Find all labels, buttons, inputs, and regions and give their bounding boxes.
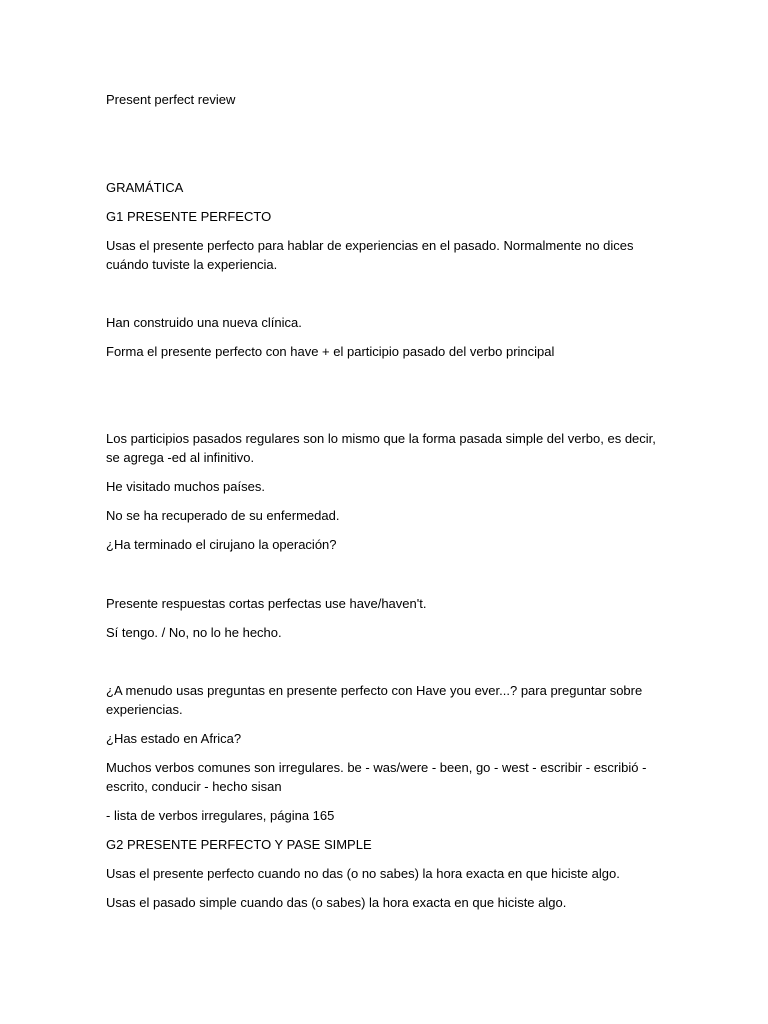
paragraph: Usas el presente perfecto para hablar de experiencias en el pasado. Normalmente no dices cuándo tuviste la experiencia. bbox=[106, 238, 634, 272]
example-sentence: Sí tengo. / No, no lo he hecho. bbox=[106, 625, 282, 640]
example-sentence: He visitado muchos países. bbox=[106, 479, 265, 494]
paragraph: Presente respuestas cortas perfectas use have/haven't. bbox=[106, 596, 427, 611]
paragraph: Usas el presente perfecto cuando no das (o no sabes) la hora exacta en que hiciste algo. bbox=[106, 866, 620, 881]
paragraph: Forma el presente perfecto con have + el participio pasado del verbo principal bbox=[106, 344, 555, 359]
paragraph: Muchos verbos comunes son irregulares. be - was/were - been, go - west - escribir - escribió - escrito, conducir - hecho sisan bbox=[106, 760, 647, 794]
document-title: Present perfect review bbox=[106, 92, 236, 107]
example-sentence: ¿Has estado en Africa? bbox=[106, 731, 242, 746]
example-sentence: Han construido una nueva clínica. bbox=[106, 315, 302, 330]
paragraph: Los participios pasados regulares son lo mismo que la forma pasada simple del verbo, es decir, se agrega -ed al infinitivo. bbox=[106, 431, 656, 465]
section-heading-gramatica: GRAMÁTICA bbox=[106, 180, 184, 195]
section-heading-g2: G2 PRESENTE PERFECTO Y PASE SIMPLE bbox=[106, 837, 372, 852]
paragraph: - lista de verbos irregulares, página 165 bbox=[106, 808, 335, 823]
paragraph: ¿A menudo usas preguntas en presente perfecto con Have you ever...? para preguntar sobre experiencias. bbox=[106, 683, 643, 717]
example-sentence: ¿Ha terminado el cirujano la operación? bbox=[106, 537, 337, 552]
section-heading-g1: G1 PRESENTE PERFECTO bbox=[106, 209, 272, 224]
paragraph: Usas el pasado simple cuando das (o sabes) la hora exacta en que hiciste algo. bbox=[106, 895, 567, 910]
example-sentence: No se ha recuperado de su enfermedad. bbox=[106, 508, 340, 523]
